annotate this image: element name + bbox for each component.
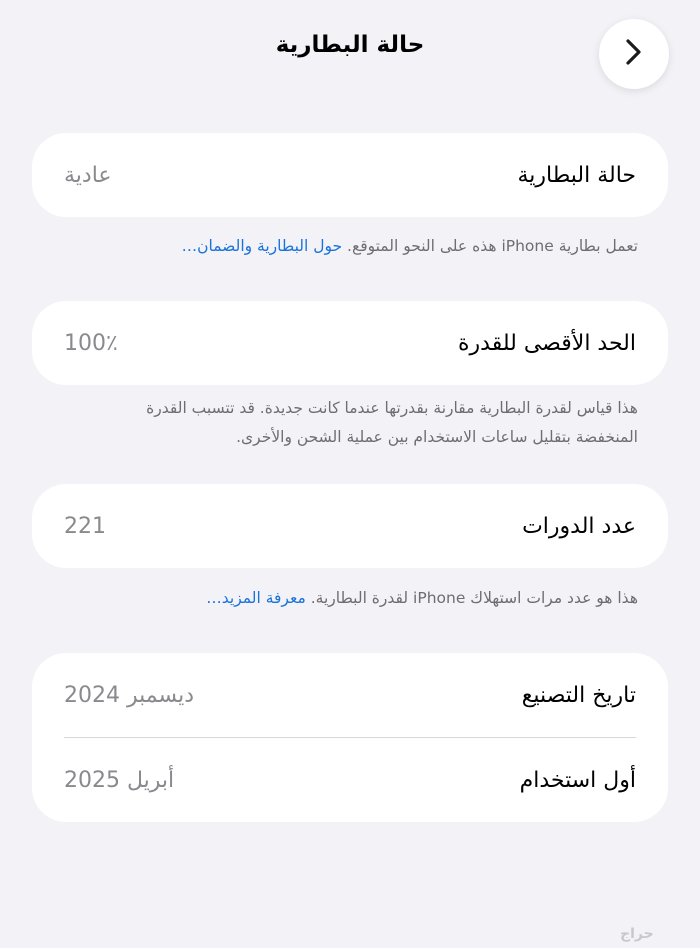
cycle-count-row	[32, 484, 668, 568]
manufacture-date-label: تاريخ التصنيع	[521, 682, 636, 708]
learn-more-link[interactable]: معرفة المزيد…	[206, 589, 306, 607]
maximum-capacity-footnote-line1: هذا قياس لقدرة البطارية مقارنة بقدرتها عندما كانت جديدة. قد تتسبب القدرة	[146, 399, 638, 417]
dates-card	[32, 653, 668, 822]
battery-condition-card	[32, 133, 668, 217]
maximum-capacity-label: الحد الأقصى للقدرة	[458, 330, 636, 356]
cycle-count-footnote	[64, 584, 638, 613]
back-button[interactable]	[599, 19, 669, 89]
battery-condition-label: حالة البطارية	[517, 162, 636, 188]
battery-condition-footnote	[64, 232, 638, 261]
manufacture-date-value: ديسمبر 2024	[64, 682, 195, 708]
battery-condition-footnote-text: تعمل بطارية iPhone هذه على النحو المتوقع.	[347, 237, 638, 255]
page-title: حالة البطارية	[275, 32, 425, 58]
maximum-capacity-footnote	[64, 394, 638, 452]
cycle-count-card	[32, 484, 668, 568]
first-use-row	[32, 738, 668, 822]
battery-condition-value: عادية	[64, 162, 112, 188]
watermark-logo: حراج	[620, 926, 654, 942]
manufacture-date-row	[32, 653, 668, 737]
maximum-capacity-footnote-line2: المنخفضة بتقليل ساعات الاستخدام بين عملية الشحن والأخرى.	[236, 428, 638, 446]
maximum-capacity-card	[32, 301, 668, 385]
battery-warranty-link[interactable]: حول البطارية والضمان…	[181, 237, 343, 255]
maximum-capacity-row	[32, 301, 668, 385]
chevron-right-icon	[623, 38, 645, 70]
maximum-capacity-value: 100٪	[64, 330, 118, 356]
cycle-count-footnote-text: هذا هو عدد مرات استهلاك iPhone لقدرة البطارية.	[310, 589, 638, 607]
first-use-label: أول استخدام	[519, 767, 636, 793]
cycle-count-value: 221	[64, 513, 106, 539]
cycle-count-label: عدد الدورات	[522, 513, 636, 539]
battery-condition-row	[32, 133, 668, 217]
first-use-value: أبريل 2025	[64, 767, 175, 793]
